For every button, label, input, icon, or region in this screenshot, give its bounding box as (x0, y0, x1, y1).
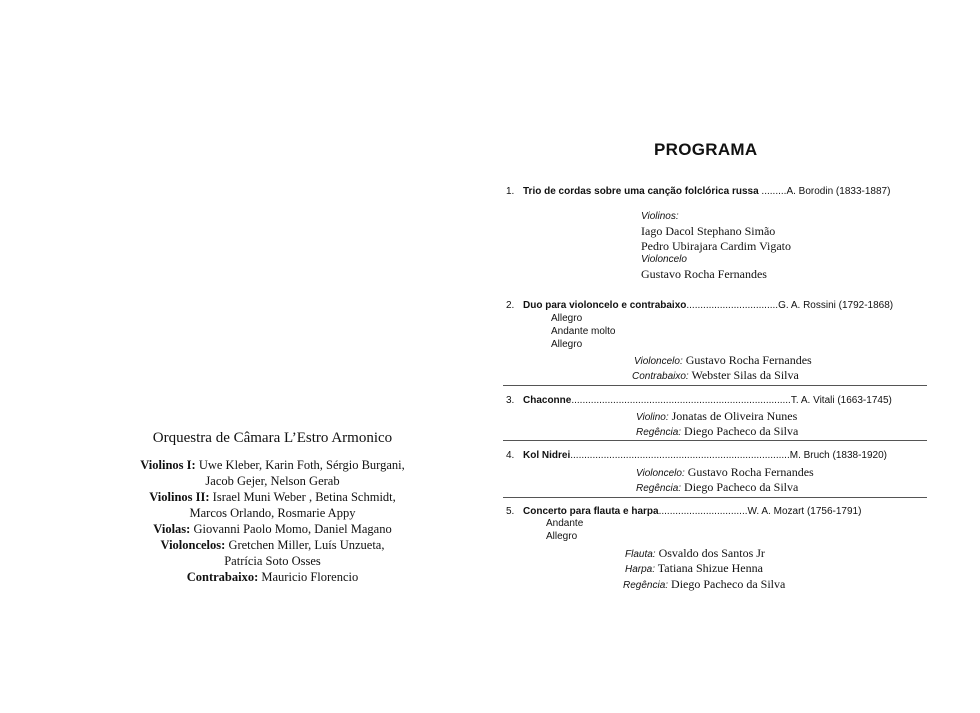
item-number: 1. (506, 186, 515, 197)
dot-leader: ......... (758, 186, 787, 197)
program-item-1 (523, 186, 890, 197)
performer-name: Osvaldo dos Santos Jr (655, 546, 765, 560)
performer-role: Violinos: (641, 211, 679, 222)
section-violas (120, 521, 425, 537)
section-cellos (120, 537, 425, 569)
performer-line (636, 478, 798, 496)
performer-name: Pedro Ubirajara Cardim Vigato (641, 239, 792, 253)
section-names: Israel Muni Weber , Betina Schmidt, (209, 490, 396, 504)
divider (503, 385, 927, 386)
performer-role: Violino: (636, 412, 669, 423)
performer-name: Gustavo Rocha Fernandes (684, 465, 814, 479)
performer-name: Gustavo Rocha Fernandes (641, 267, 767, 281)
performer-role: Flauta: (625, 549, 656, 560)
composer: T. A. Vitali (1663-1745) (790, 395, 892, 406)
section-names: Uwe Kleber, Karin Foth, Sérgio Burgani, (195, 458, 405, 472)
movement: Andante (546, 518, 584, 529)
section-label: Violinos I: (140, 458, 196, 472)
performer-line (623, 575, 785, 593)
performer-name: Diego Pacheco da Silva (668, 577, 786, 591)
item-number: 2. (506, 300, 515, 311)
performer-line (636, 422, 798, 440)
performer-name: Diego Pacheco da Silva (681, 424, 799, 438)
dot-leader: ................................ (658, 506, 748, 517)
movement: Allegro (551, 339, 583, 350)
work-title: Kol Nidrei (523, 450, 571, 461)
item-number: 5. (506, 506, 515, 517)
dot-leader: ............................................................................... (571, 395, 791, 406)
performer-role: Regência: (636, 427, 682, 438)
performer-name: Diego Pacheco da Silva (681, 480, 799, 494)
movement: Allegro (551, 313, 583, 324)
section-names: Mauricio Florencio (258, 570, 359, 584)
section-label: Violas: (153, 522, 191, 536)
performer-name: Jonatas de Oliveira Nunes (668, 409, 798, 423)
section-violins-1 (120, 457, 425, 489)
work-title: Concerto para flauta e harpa (523, 506, 659, 517)
section-label: Contrabaixo: (186, 570, 259, 584)
performer-role: Violoncelo: (636, 468, 685, 479)
performer-role: Contrabaixo: (632, 371, 689, 382)
performer-name: Webster Silas da Silva (688, 368, 799, 382)
program-item-2 (523, 300, 893, 311)
performer-role: Harpa: (625, 564, 656, 575)
section-names: Giovanni Paolo Momo, Daniel Magano (190, 522, 392, 536)
section-double-bass (120, 569, 425, 585)
work-title: Duo para violoncelo e contrabaixo (523, 300, 687, 311)
composer: M. Bruch (1838-1920) (789, 450, 888, 461)
performer-name: Iago Dacol Stephano Simão (641, 224, 776, 238)
section-names: Gretchen Miller, Luís Unzueta, (225, 538, 385, 552)
performer-name: Tatiana Shizue Henna (655, 561, 763, 575)
performer-role: Violoncelo (641, 254, 687, 265)
composer: G. A. Rossini (1792-1868) (778, 300, 894, 311)
item-number: 3. (506, 395, 515, 406)
program-item-4 (523, 450, 887, 461)
dot-leader: ............................................................................... (570, 450, 790, 461)
work-title: Chaconne (523, 395, 572, 406)
section-names: Marcos Orlando, Rosmarie Appy (189, 506, 356, 520)
work-title: Trio de cordas sobre uma canção folclórica russa (523, 186, 759, 197)
item-number: 4. (506, 450, 515, 461)
performer-name: Gustavo Rocha Fernandes (682, 353, 812, 367)
performer-role: Regência: (623, 580, 669, 591)
orchestra-title: Orquestra de Câmara L’Estro Armonico (152, 430, 393, 446)
section-names: Patrícia Soto Osses (224, 554, 321, 568)
program-item-5 (523, 506, 861, 517)
movement: Allegro (546, 531, 578, 542)
composer: W. A. Mozart (1756-1791) (747, 506, 862, 517)
section-violins-2 (120, 489, 425, 521)
orchestra-roster (120, 430, 425, 585)
performer-line (632, 366, 799, 384)
performer-role: Regência: (636, 483, 682, 494)
section-names: Jacob Gejer, Nelson Gerab (205, 474, 340, 488)
performer-role: Violoncelo: (634, 356, 683, 367)
movement: Andante molto (551, 326, 616, 337)
dot-leader: ................................. (686, 300, 779, 311)
section-label: Violinos II: (149, 490, 210, 504)
programa-title: PROGRAMA (654, 140, 758, 159)
composer: A. Borodin (1833-1887) (786, 186, 891, 197)
section-label: Violoncelos: (160, 538, 226, 552)
divider (503, 497, 927, 498)
divider (503, 440, 927, 441)
program-item-3 (523, 395, 892, 406)
